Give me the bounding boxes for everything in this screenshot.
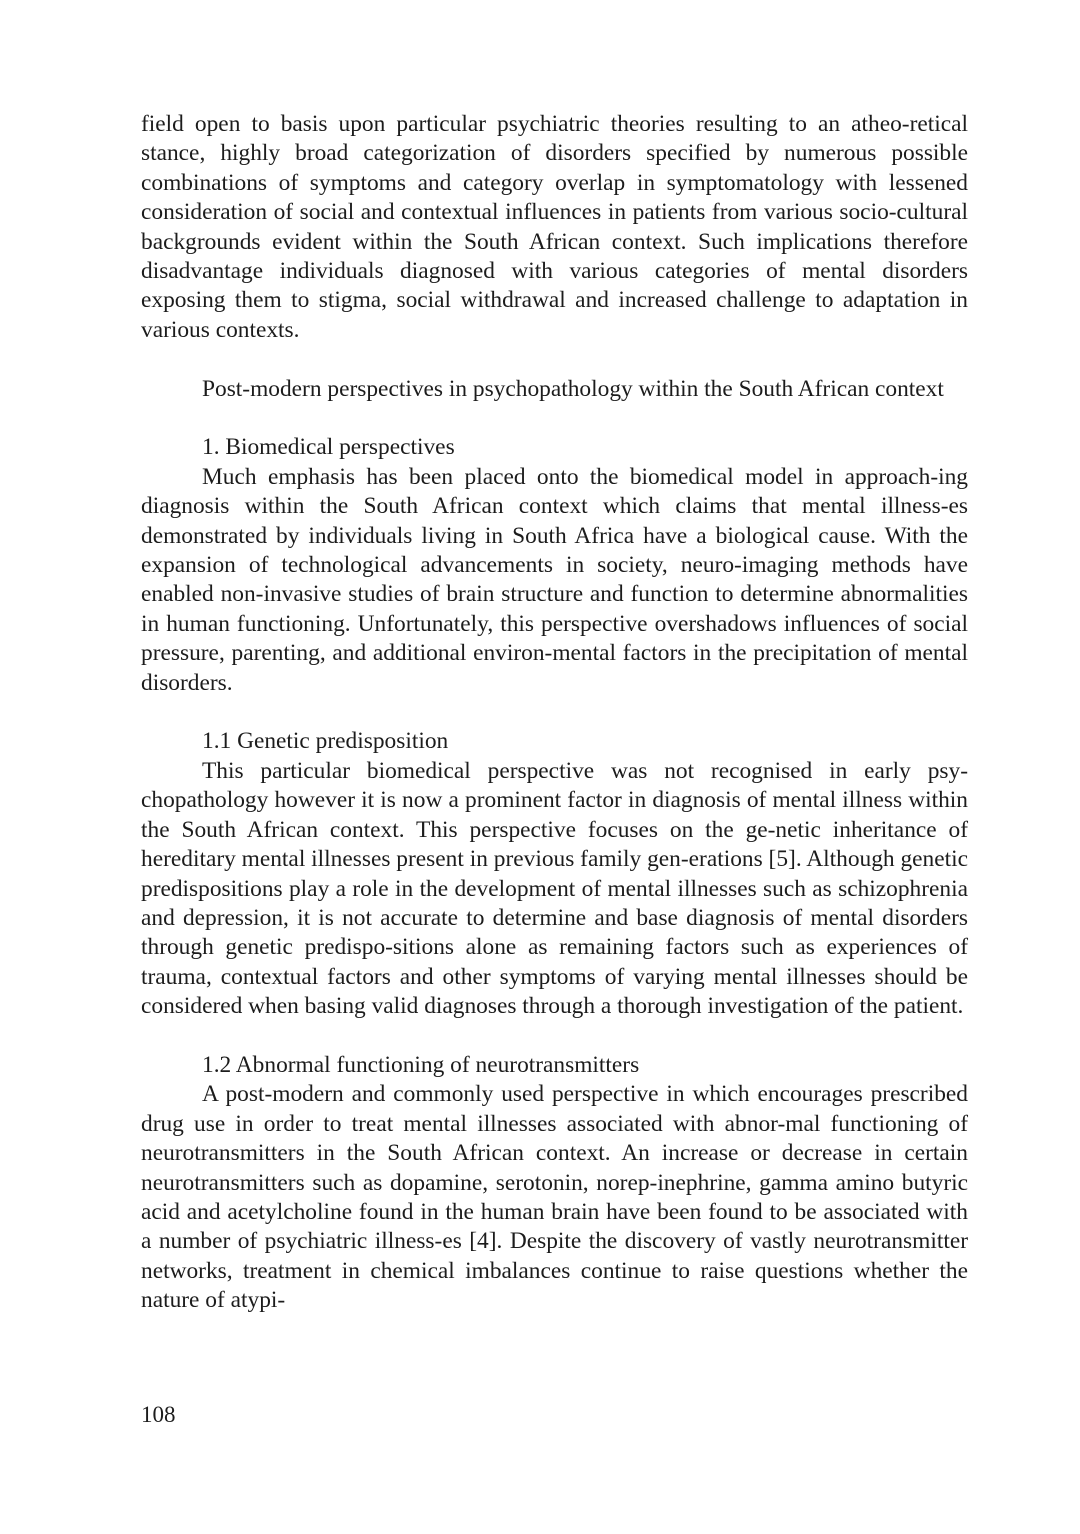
- heading-genetic-predisposition: 1.1 Genetic predisposition: [202, 728, 449, 755]
- body-text: [141, 110, 968, 1316]
- paragraph-genetic-predisposition: This particular biomedical perspective was not recognised in early psy-chopathology however it is now a prominent factor in diagnosis of mental illness within the South African context. This perspective focuses on the ge-netic inheritance of hereditary mental illnesses present in previous family gen-erations [5]. Although genetic predispositions play a role in the development of mental illnesses such as schizophrenia and depression, it is not accurate to determine and base diagnosis of mental disorders through genetic predispo-sitions alone as remaining factors such as experiences of trauma, contextual factors and other symptoms of varying mental illnesses should be considered when basing valid diagnoses through a thorough investigation of the patient.: [141, 757, 968, 1020]
- paragraph-neurotransmitters: A post-modern and commonly used perspective in which encourages prescribed drug use in order to treat mental illnesses associated with abnor-mal functioning of neurotransmitters in the South African context. An increase or decrease in certain neurotransmitters such as dopamine, serotonin, norep-inephrine, gamma amino butyric acid and acetylcholine found in the human brain have been found to be associated with a number of psychiatric illness-es [4]. Despite the discovery of vastly neurotransmitter networks, treatment in chemical imbalances continue to raise questions whether the nature of atypi-: [141, 1081, 968, 1314]
- section-title: Post-modern perspectives in psychopathology within the South African context: [202, 375, 944, 402]
- intro-paragraph: field open to basis upon particular psychiatric theories resulting to an atheo-retical stance, highly broad categorization of disorders specified by numerous possible combinations of symptoms and category overlap in symptomatology with lessened consideration of social and contextual influences in patients from various socio-cultural backgrounds evident within the South African context. Such implications therefore disadvantage individuals diagnosed with various categories of mental disorders exposing them to stigma, social withdrawal and increased challenge to adaptation in various contexts.: [141, 111, 968, 343]
- page-number: 108: [141, 1402, 176, 1427]
- heading-neurotransmitters: 1.2 Abnormal functioning of neurotransmitters: [202, 1051, 640, 1078]
- paragraph-biomedical-perspectives: Much emphasis has been placed onto the biomedical model in approach-ing diagnosis within the South African context which claims that mental illness-es demonstrated by individuals living in South Africa have a biological cause. With the expansion of technological advancements in society, neuro-imaging methods have enabled non-invasive studies of brain structure and function to determine abnormalities in human functioning. Unfortunately, this perspective overshadows influences of social pressure, parenting, and additional environ-mental factors in the precipitation of mental disorders.: [141, 463, 968, 696]
- paragraph-spacer: [141, 345, 968, 374]
- paragraph-spacer: [141, 1022, 968, 1051]
- paragraph-spacer: [141, 404, 968, 433]
- heading-biomedical-perspectives: 1. Biomedical perspectives: [202, 434, 455, 461]
- paragraph-spacer: [141, 698, 968, 727]
